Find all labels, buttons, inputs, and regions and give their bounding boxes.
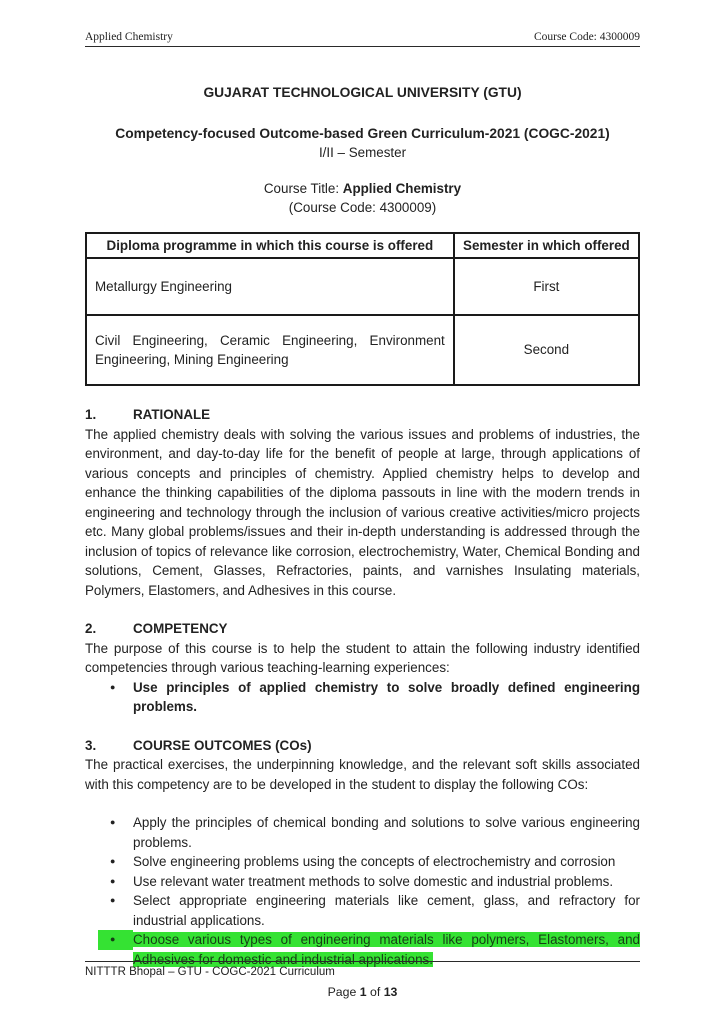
list-item: [85, 852, 640, 872]
bullet-text: Use relevant water treatment methods to solve domestic and industrial problems.: [133, 873, 614, 889]
bullet-dot-icon: ●: [110, 856, 116, 866]
bullet-dot-icon: ●: [110, 895, 116, 905]
university-title: GUJARAT TECHNOLOGICAL UNIVERSITY (GTU): [203, 85, 522, 100]
programme-cell: Civil Engineering, Ceramic Engineering, Environment Engineering, Mining Engineering: [86, 315, 454, 385]
offer-table: [85, 232, 640, 387]
list-item: [85, 813, 640, 852]
page-number-value: 1: [359, 984, 367, 999]
page-footer: [85, 961, 640, 1003]
competency-bullet-list: [85, 678, 640, 717]
section-number: 2.: [85, 621, 97, 636]
curriculum-title: Competency-focused Outcome-based Green Curriculum-2021 (COGC-2021): [115, 125, 610, 141]
green-highlight: Choose various types of engineering materials like polymers, Elastomers, and Adhesives for domestic and industrial applications.: [133, 932, 640, 967]
section-heading: [85, 736, 640, 756]
section-heading-text: COMPETENCY: [133, 621, 228, 636]
list-item: [85, 891, 640, 930]
header-course-name: Applied Chemistry: [85, 31, 173, 43]
section-rationale: [85, 405, 640, 600]
section-heading: [85, 405, 640, 425]
footer-divider: [85, 961, 640, 962]
page-header: [85, 30, 640, 47]
table-row: [86, 258, 639, 315]
course-title-value: Applied Chemistry: [342, 180, 462, 196]
bullet-dot-icon: ●: [98, 930, 133, 950]
semester-cell: First: [454, 258, 639, 315]
course-title-line: [85, 179, 640, 199]
section-number: 1.: [85, 407, 97, 422]
section-body: The practical exercises, the underpinning knowledge, and the relevant soft skills associated with this competency are to be developed in the student to display the following COs:: [85, 757, 640, 792]
table-header-programme: Diploma programme in which this course is offered: [86, 233, 454, 259]
table-row: [86, 315, 639, 385]
course-code-line: (Course Code: 4300009): [288, 200, 437, 215]
section-body: The applied chemistry deals with solving the various issues and problems of industries, the environment, and day-to-day life for the benefit of people at large, through applications of various concepts and principles of chemistry. Applied chemistry helps to develop and enhance the thinking capabilities of the diploma passouts in line with the modern trends in engineering and technology through the inclusion of various creative activities/micro projects etc. Many global problems/issues and their in-depth understanding is addressed through the inclusion of topics of relevance like corrosion, electrochemistry, Water, Chemical Bonding and solutions, Cement, Glasses, Refractories, paints, and varnishes Insulating materials, Polymers, Elastomers, and Adhesives in this course.: [85, 426, 640, 598]
of-word: of: [366, 984, 384, 999]
list-item: [85, 872, 640, 892]
section-number: 3.: [85, 737, 97, 753]
programme-cell: Metallurgy Engineering: [86, 258, 454, 315]
title-block: [85, 83, 640, 218]
semester-line: I/II – Semester: [318, 145, 407, 160]
footer-org-line: NITTTR Bhopal – GTU - COGC-2021 Curriculum: [85, 965, 335, 978]
table-header-semester: Semester in which offered: [454, 233, 639, 259]
bullet-dot-icon: ●: [110, 817, 116, 827]
list-item: [85, 678, 640, 717]
section-course-outcomes: [85, 736, 640, 970]
page-word: Page: [327, 984, 360, 999]
section-body: The purpose of this course is to help the student to attain the following industry identified competencies through various teaching-learning experiences:: [85, 640, 640, 675]
total-pages-value: 13: [383, 984, 398, 999]
footer-page-number: [85, 983, 640, 1003]
bullet-text: Apply the principles of chemical bonding and solutions to solve various engineering problems.: [133, 815, 640, 850]
section-heading-text: COURSE OUTCOMES (COs): [133, 737, 312, 753]
course-outcomes-bullet-list: [85, 813, 640, 969]
bullet-text: Select appropriate engineering materials like cement, glass, and refractory for industrial applications.: [133, 893, 640, 928]
section-heading-text: RATIONALE: [133, 407, 211, 422]
course-title-label: Course Title:: [263, 180, 343, 196]
bullet-dot-icon: ●: [110, 681, 116, 692]
bullet-text: Solve engineering problems using the concepts of electrochemistry and corrosion: [133, 854, 616, 869]
bullet-text: Use principles of applied chemistry to solve broadly defined engineering problems.: [133, 679, 640, 714]
section-competency: [85, 619, 640, 717]
table-header-row: [86, 233, 639, 259]
header-course-code: Course Code: 4300009: [533, 31, 640, 43]
semester-cell: Second: [454, 315, 639, 385]
bullet-dot-icon: ●: [110, 875, 116, 886]
section-heading: [85, 619, 640, 639]
